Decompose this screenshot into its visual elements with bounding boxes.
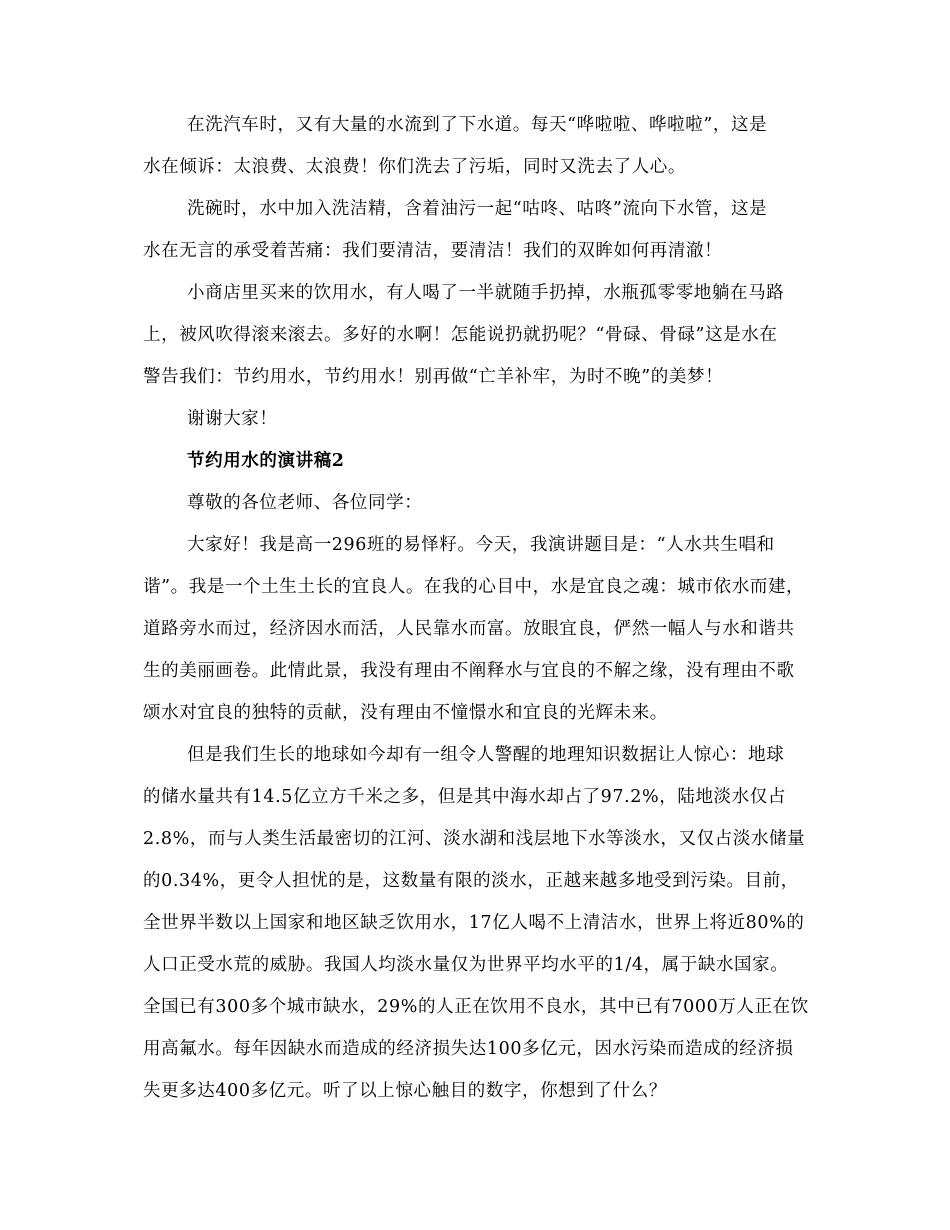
- text-line: 生的美丽画卷。此情此景，我没有理由不阐释水与宜良的不解之缘，没有理由不歌: [143, 661, 795, 681]
- text-line: 水在倾诉：太浪费、太浪费！你们洗去了污垢，同时又洗去了人心。: [143, 157, 686, 177]
- paragraph-drinking-water: [143, 272, 823, 398]
- text-line: 小商店里买来的饮用水，有人喝了一半就随手扔掉，水瓶孤零零地躺在马路: [187, 283, 785, 303]
- text-line: 但是我们生长的地球如今却有一组令人警醒的地理知识数据让人惊心：地球: [187, 745, 785, 765]
- text-line: 在洗汽车时，又有大量的水流到了下水道。每天“哗啦啦、哗啦啦”，这是: [187, 115, 768, 135]
- text-line: 用高氟水。每年因缺水而造成的经济损失达100多亿元，因水污染而造成的经济损: [143, 1039, 794, 1059]
- text-line: 人口正受水荒的威胁。我国人均淡水量仅为世界平均水平的1/4，属于缺水国家。: [143, 955, 789, 975]
- text-line: 颂水对宜良的独特的贡献，没有理由不憧憬水和宜良的光辉未来。: [143, 703, 668, 723]
- section-heading: [143, 440, 823, 482]
- text-line: 的0.34%，更令人担忧的是，这数量有限的淡水，正越来越多地受到污染。目前，: [143, 871, 799, 891]
- paragraph-wash-car: [143, 104, 823, 188]
- text-line: 2.8%，而与人类生活最密切的江河、淡水湖和浅层地下水等淡水，又仅占淡水储量: [143, 829, 806, 849]
- text-line: 上，被风吹得滚来滚去。多好的水啊！怎能说扔就扔呢？“骨碌、骨碌”这是水在: [143, 325, 778, 345]
- text-line: 洗碗时，水中加入洗洁精，含着油污一起“咕咚、咕咚”流向下水管，这是: [187, 199, 768, 219]
- text-line: 全世界半数以上国家和地区缺乏饮用水，17亿人喝不上清洁水，世界上将近80%的: [143, 913, 805, 933]
- document-page: [143, 104, 823, 1112]
- text-line: 水在无言的承受着苦痛：我们要清洁，要清洁！我们的双眸如何再清澈！: [143, 241, 723, 261]
- text-line: 谐”。我是一个土生土长的宜良人。在我的心目中，水是宜良之魂：城市依水而建，: [143, 577, 805, 597]
- text-line: 全国已有300多个城市缺水，29%的人正在饮用不良水，其中已有7000万人正在饮: [143, 997, 809, 1017]
- text-line: 警告我们：节约用水，节约用水！别再做“亡羊补牢，为时不晚”的美梦！: [143, 367, 724, 387]
- text-line: 失更多达400多亿元。听了以上惊心触目的数字，你想到了什么？: [143, 1081, 667, 1101]
- text-line: 的储水量共有14.5亿立方千米之多，但是其中海水却占了97.2%，陆地淡水仅占: [143, 787, 786, 807]
- paragraph-wash-dishes: [143, 188, 823, 272]
- paragraph-water-statistics: [143, 734, 823, 1112]
- paragraph-thanks: [143, 398, 823, 440]
- heading-text: 节约用水的演讲稿2: [187, 451, 345, 471]
- text-line: 谢谢大家！: [187, 409, 278, 429]
- paragraph-introduction: [143, 524, 823, 734]
- text-line: 大家好！我是高一296班的易怿籽。今天，我演讲题目是：“人水共生唱和: [187, 535, 775, 555]
- paragraph-salutation: [143, 482, 823, 524]
- text-line: 尊敬的各位老师、各位同学：: [187, 493, 423, 513]
- text-line: 道路旁水而过，经济因水而活，人民靠水而富。放眼宜良，俨然一幅人与水和谐共: [143, 619, 795, 639]
